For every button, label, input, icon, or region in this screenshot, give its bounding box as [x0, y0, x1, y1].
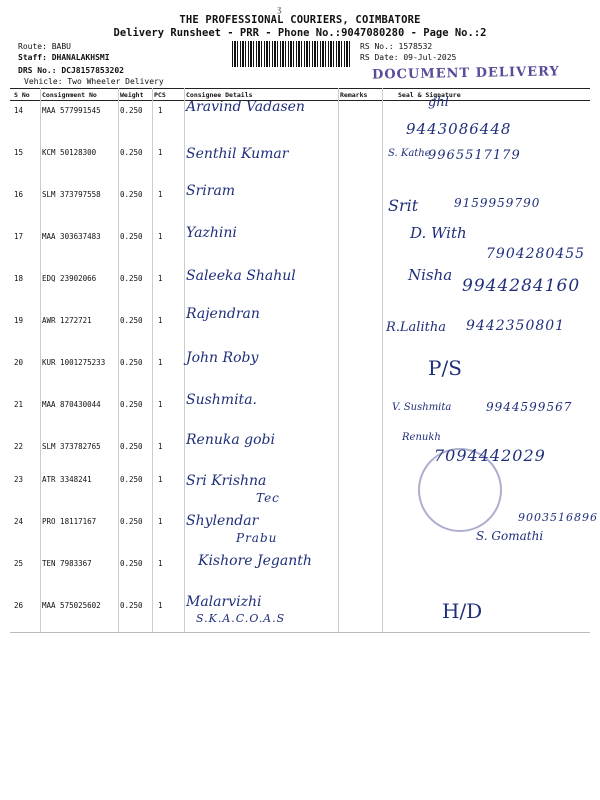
- consignment-no: KCM 50128300: [42, 148, 97, 157]
- consignment-no: MAA 870430044: [42, 400, 101, 409]
- signature: D. With: [410, 224, 467, 242]
- pcs: 1: [158, 442, 163, 451]
- sno: 19: [14, 316, 24, 325]
- sno: 20: [14, 358, 24, 367]
- consignment-no: KUR 1001275233: [42, 358, 106, 367]
- col-sno: S No: [14, 91, 30, 99]
- sno: 25: [14, 559, 24, 568]
- signature: S. Kathe: [388, 148, 431, 159]
- consignee-name: Sri Krishna: [186, 473, 267, 489]
- consignee-name: Senthil Kumar: [186, 146, 289, 162]
- phone: 9944599567: [486, 400, 573, 414]
- staff-label: Staff: DHANALAKHSMI: [18, 53, 110, 62]
- table-row: [10, 352, 590, 394]
- consignee-name: Aravind Vadasen: [186, 99, 305, 115]
- table-row: [10, 511, 598, 553]
- table-row: [10, 184, 590, 226]
- consignment-no: EDQ 23902066: [42, 274, 97, 283]
- pcs: 1: [158, 358, 163, 367]
- sno: 17: [14, 232, 24, 241]
- weight: 0.250: [120, 190, 143, 199]
- col-consignee: Consignee Details: [186, 91, 253, 99]
- consignee-name: Sushmita.: [186, 392, 257, 408]
- table-row: [10, 142, 590, 184]
- signature: P/S: [428, 356, 462, 380]
- pcs: 1: [158, 232, 163, 241]
- document-delivery-stamp: DOCUMENT DELIVERY: [371, 64, 560, 83]
- weight: 0.250: [120, 316, 143, 325]
- consignment-no: PRO 18117167: [42, 517, 97, 526]
- table-row: [10, 226, 590, 268]
- weight: 0.250: [120, 106, 143, 115]
- consignment-no: AWR 1272721: [42, 316, 92, 325]
- route-label: Route: BABU: [18, 42, 71, 51]
- consignee-name: Rajendran: [186, 306, 260, 322]
- consignee-name-line2: S.K.A.C.O.A.S: [196, 612, 286, 625]
- consignee-name: Saleeka Shahul: [186, 268, 296, 284]
- pcs: 1: [158, 274, 163, 283]
- phone: 9003516896: [518, 511, 598, 524]
- company-title: THE PROFESSIONAL COURIERS, COIMBATORE: [179, 14, 421, 26]
- pcs: 1: [158, 106, 163, 115]
- consignee-name: Sriram: [186, 183, 236, 199]
- table-row: [10, 394, 590, 436]
- pcs: 1: [158, 400, 163, 409]
- consignee-name: Yazhini: [186, 225, 237, 241]
- weight: 0.250: [120, 601, 143, 610]
- col-seal-signature: Seal & Signature: [398, 91, 461, 99]
- runsheet-title: Delivery Runsheet - PRR - Phone No.:9047080280 - Page No.:2: [113, 27, 487, 39]
- pcs: 1: [158, 475, 163, 484]
- phone: 7094442029: [434, 446, 546, 465]
- signature: Srit: [388, 196, 419, 215]
- consignee-name: Shylendar: [186, 513, 259, 529]
- sno: 21: [14, 400, 24, 409]
- barcode: [232, 41, 352, 67]
- phone: 7904280455: [486, 246, 586, 262]
- signature: H/D: [442, 599, 483, 623]
- signature: R.Lalitha: [386, 320, 446, 335]
- weight: 0.250: [120, 475, 143, 484]
- consignment-no: SLM 373797558: [42, 190, 101, 199]
- sno: 24: [14, 517, 24, 526]
- rs-number: RS No.: 1578532: [360, 42, 433, 51]
- pcs: 1: [158, 316, 163, 325]
- sno: 26: [14, 601, 24, 610]
- consignee-name: Kishore Jeganth: [198, 553, 312, 569]
- pcs: 1: [158, 148, 163, 157]
- consignee-name: Renuka gobi: [186, 432, 275, 448]
- weight: 0.250: [120, 274, 143, 283]
- phone: 9159959790: [454, 196, 541, 210]
- weight: 0.250: [120, 517, 143, 526]
- phone: 9442350801: [466, 318, 566, 334]
- pcs: 1: [158, 601, 163, 610]
- col-remarks: Remarks: [340, 91, 368, 99]
- signature: Renukh: [402, 432, 441, 443]
- signature: S. Gomathi: [476, 529, 544, 543]
- table-row: [10, 595, 590, 637]
- phone: 9944284160: [462, 276, 581, 296]
- consignee-name: Malarvizhi: [186, 594, 262, 610]
- drs-label: DRS No.: DCJ8157853202: [18, 66, 124, 75]
- pcs: 1: [158, 190, 163, 199]
- sno: 18: [14, 274, 24, 283]
- consignment-no: MAA 303637483: [42, 232, 101, 241]
- vehicle-label: Vehicle: Two Wheeler Delivery: [24, 77, 164, 86]
- table-row: [10, 306, 590, 352]
- header-rule-top: [10, 88, 590, 89]
- pcs: 1: [158, 559, 163, 568]
- consignment-no: ATR 3348241: [42, 475, 92, 484]
- signature: V. Sushmita: [392, 402, 452, 413]
- weight: 0.250: [120, 559, 143, 568]
- sno: 14: [14, 106, 24, 115]
- weight: 0.250: [120, 148, 143, 157]
- col-pcs: PCS: [154, 91, 166, 99]
- consignment-no: SLM 373782765: [42, 442, 101, 451]
- consignment-no: TEN 7983367: [42, 559, 92, 568]
- consignment-no: MAA 575025602: [42, 601, 101, 610]
- sno: 16: [14, 190, 24, 199]
- consignee-name: John Roby: [186, 350, 259, 366]
- table-row: [10, 553, 590, 595]
- sno: 15: [14, 148, 24, 157]
- page-mark: ʒ: [277, 5, 282, 14]
- weight: 0.250: [120, 232, 143, 241]
- weight: 0.250: [120, 358, 143, 367]
- weight: 0.250: [120, 400, 143, 409]
- consignment-no: MAA 577991545: [42, 106, 101, 115]
- consignee-name-line2: Prabu: [236, 531, 278, 545]
- table-row: [10, 268, 590, 310]
- phone: 9443086448: [406, 120, 512, 138]
- table-row: [10, 469, 590, 511]
- signature: ghl: [428, 95, 449, 110]
- col-consignment: Consignment No: [42, 91, 97, 99]
- sno: 23: [14, 475, 24, 484]
- col-weight: Weight: [120, 91, 144, 99]
- rs-date: RS Date: 09-Jul-2025: [360, 53, 457, 62]
- sno: 22: [14, 442, 24, 451]
- pcs: 1: [158, 517, 163, 526]
- phone: 9965517179: [428, 148, 521, 163]
- weight: 0.250: [120, 442, 143, 451]
- signature: Nisha: [408, 266, 453, 284]
- table-bottom-rule: [10, 632, 590, 633]
- consignee-name-line2: Tec: [256, 491, 280, 505]
